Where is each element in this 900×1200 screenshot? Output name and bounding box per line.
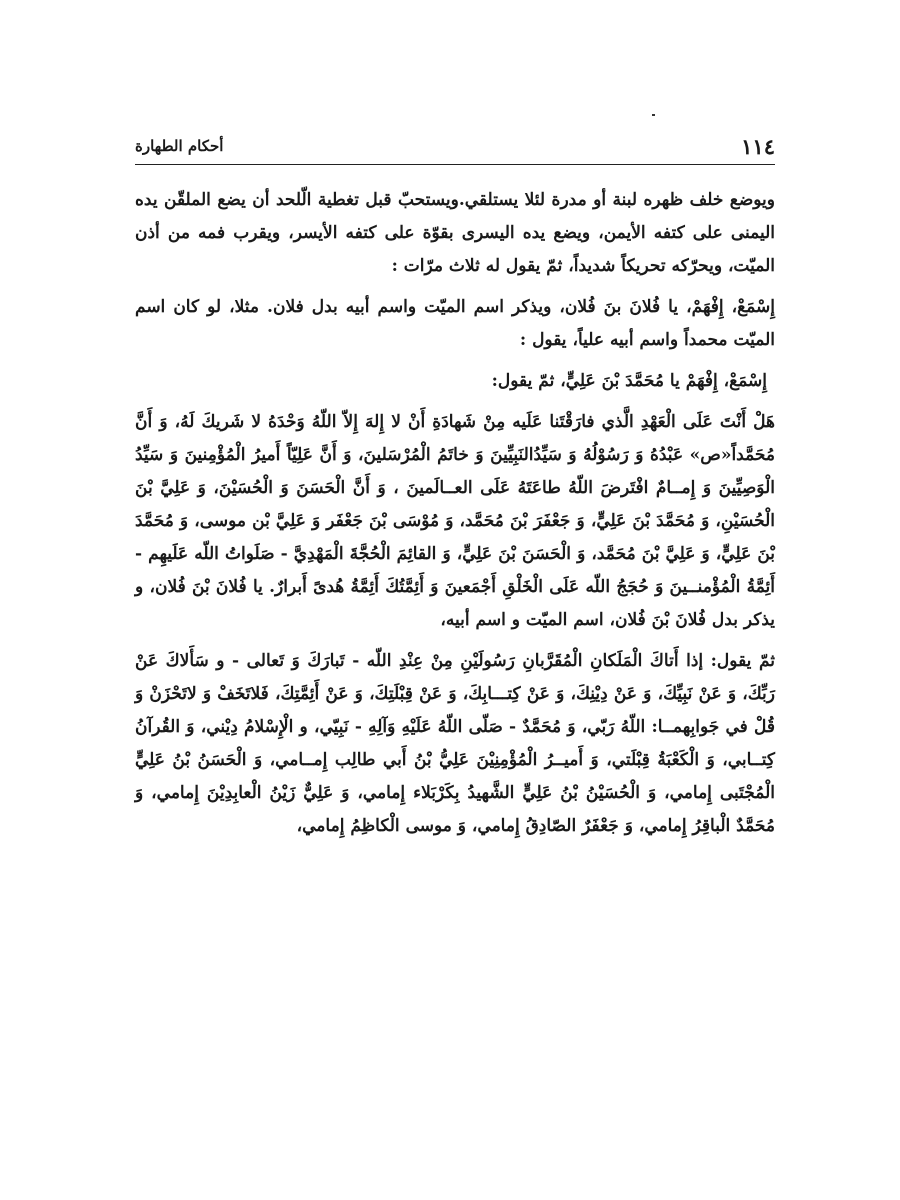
page-header — [135, 128, 775, 164]
paragraph-talqin-covenant: هَلْ أَنْتَ عَلَى الْعَهْدِ الَّذي فارَقْتَنا عَلَيه مِنْ شَهادَةِ أَنْ لا إِلهَ إِلاّ اللّهُ وَحْدَهُ لا شَريكَ لَهُ، وَ أَنَّ مُحَمَّداً«ص» عَبْدُهُ وَ رَسُوْلُهُ وَ سَيِّدُالنَبِيِّينَ وَ خاتَمُ الْمُرْسَلينَ، وَ أَنَّ عَلِيّاً أَميرُ الْمُؤْمِنينَ وَ سَيِّدُ الْوَصِيِّينَ وَ إِمــامٌ افْتَرضَ اللّهُ طاعَتَهُ عَلَى العــالَمينَ ، وَ أَنَّ الْحَسَنَ وَ الْحُسَيْنَ، وَ عَلِيَّ بْنَ الْحُسَيْنِ، وَ مُحَمَّدَ بْنَ عَلِيٍّ، وَ جَعْفَرَ بْنَ مُحَمَّد، وَ مُوْسَى بْنَ جَعْفَر وَ عَلِيَّ بْن موسى، وَ مُحَمَّدَ بْنَ عَلِيٍّ، وَ عَلِيَّ بْنَ مُحَمَّد، وَ الْحَسَنَ بْنَ عَلِيٍّ، وَ القائِمَ الْحُجَّةَ الْمَهْدِيَّ - صَلَواتُ اللّه عَلَيهِم - أَئِمَّةُ الْمُؤْمنــينَ وَ حُجَجُ اللّه عَلَى الْخَلْقِ أَجْمَعينَ وَ أَئِمَّتُكَ أَئِمَّةُ هُدىً أَبرارٌ. يا فُلانَ بْنَ فُلان، و يذكر بدل فُلانَ بْنَ فُلان، اسم الميّت و اسم أبيه، — [135, 412, 775, 630]
paragraph-listen-understand: إِسْمَعْ، إِفْهَمْ، يا فُلانَ بنَ فُلان، ويذكر اسم الميّت واسم أبيه بدل فلان. مثلا، لو كان اسم الميّت محمداً واسم أبيه علياً، يقول : — [135, 297, 775, 350]
paragraph-example-call: إِسْمَعْ، إِفْهَمْ يا مُحَمَّدَ بْنَ عَلِيٍّ، ثمّ يقول: — [491, 371, 767, 391]
body-text — [135, 184, 775, 851]
page-number: ١١٤ — [741, 134, 775, 159]
header-rule — [135, 164, 775, 165]
scan-speck — [652, 114, 655, 116]
paragraph-burial-instructions: ويوضع خلف ظهره لبنة أو مدرة لئلا يستلقي.ويستحبّ قبل تغطية الّلحد أن يضع الملقّن يده اليمنى على كتفه الأيمن، ويضع يده اليسرى بقوّة على كتفه الأيسر، ويقرب فمه من أذن الميّت، ويحرّكه تحريكاً شديداً، ثمّ يقول له ثلاث مرّات : — [135, 190, 775, 276]
paragraph-two-angels: ثمّ يقول: إذا أَتاكَ الْمَلَكانِ الْمُقَرَّبانِ رَسُولَيْنِ مِنْ عِنْدِ اللّه - تَبارَكَ وَ تَعالى - و سَأَلاكَ عَنْ رَبِّكَ، وَ عَنْ نَبِيِّكَ، وَ عَنْ دِيْنِكَ، وَ عَنْ كِتـــابِكَ، وَ عَنْ قِبْلَتِكَ، وَ عَنْ أَئِمَّتِكَ، فَلاتَخَفْ وَ لاتَحْزَنْ وَ قُلْ في جَوابِهمــا: اللّهُ رَبّي، وَ مُحَمَّدٌ - صَلّى اللّهُ عَلَيْهِ وَآلِهِ - نَبِيّي، و الْإِسْلامُ دِيْني، وَ القُرآنُ كِتــابي، وَ الْكَعْبَةُ قِبْلَتي، وَ أَميــرُ الْمُؤْمِنِيْنَ عَلِيُّ بْنُ أَبي طالِب إِمــامي، وَ الْحَسَنُ بْنُ عَلِيٍّ الْمُجْتَبى إِمامي، وَ الْحُسَيْنُ بْنُ عَلِيٍّ الشَّهيدُ بِكَرْبَلاء إِمامي، وَ عَلِيٌّ زَيْنُ الْعابِدِيْنَ إِمامي، وَ مُحَمَّدٌ الْباقِرُ إِمامي، وَ جَعْفَرٌ الصّادِقُ إِمامي، وَ موسى الْكاظِمُ إِمامي، — [135, 651, 775, 836]
running-title: أحكام الطهارة — [135, 137, 224, 155]
